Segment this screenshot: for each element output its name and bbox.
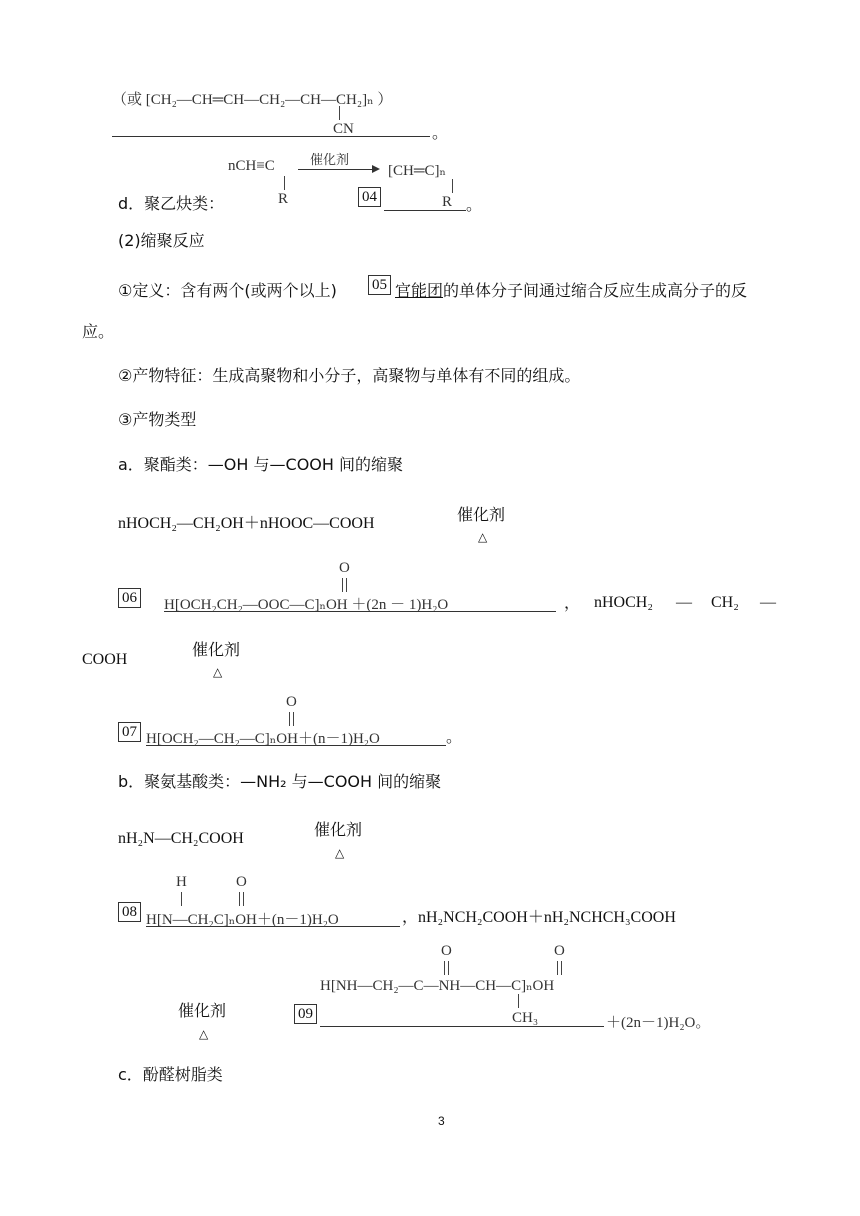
bond-line — [339, 106, 340, 120]
answer-functional-group: 官能团 — [395, 281, 444, 300]
definition-prefix: ①定义：含有两个(或两个以上) — [118, 281, 337, 300]
polyester-product-1: H[OCH₂CH₂—OOC—C]ₙOH ＋(2n － 1)H₂O — [164, 597, 449, 613]
amide-h: H — [176, 874, 187, 890]
polyamide-eq2-left: ，nH₂NCH₂COOH＋nH₂NCHCH₃COOH — [402, 909, 676, 926]
dipeptide-product: H[NH—CH₂—C—NH—CH—C]ₙOH — [320, 978, 555, 994]
polyester-eq2-left-a: nHOCH₂ — [594, 594, 653, 611]
polyester-eq2-left-b: CH₂ — [711, 594, 739, 611]
answer-box-09: 09 — [294, 1004, 317, 1024]
substituent-cn: CN — [333, 121, 354, 137]
answer-box-05: 05 — [368, 275, 391, 295]
bond-line — [284, 176, 285, 190]
polyacetylene-product: [CH═C]ₙ — [388, 163, 446, 179]
answer-box-08: 08 — [118, 902, 141, 922]
double-bond — [557, 961, 562, 975]
bond-dash: — — [676, 594, 692, 611]
water-byproduct: ＋(2n－1)H₂O。 — [606, 1015, 711, 1031]
carbonyl-o: O — [441, 943, 452, 959]
polyester-product-2: H[OCH₂—CH₂—C]ₙOH＋(n－1)H₂O — [146, 731, 380, 747]
polymer-formula-alt: （或 [CH₂—CH═CH—CH₂—CH—CH₂]ₙ ） — [112, 92, 393, 108]
catalyst-label: 催化剂 — [457, 505, 506, 524]
arrow-head-icon — [372, 165, 380, 173]
bond-line — [181, 892, 182, 906]
double-bond — [239, 892, 244, 906]
period: 。 — [446, 727, 463, 746]
answer-box-07: 07 — [118, 722, 141, 742]
polyamide-product-1: H[N—CH₂C]ₙOH＋(n－1)H₂O — [146, 912, 339, 928]
methyl-group: CH₃ — [512, 1010, 539, 1026]
double-bond — [342, 578, 347, 592]
product-types-heading: ③产物类型 — [118, 410, 197, 429]
catalyst-label: 催化剂 — [310, 152, 350, 167]
acetylene-reactant: nCH≡C — [228, 158, 275, 174]
catalyst-label: 催化剂 — [314, 820, 363, 839]
answer-box-04: 04 — [358, 187, 381, 207]
answer-underline — [384, 210, 466, 211]
period: 。 — [432, 123, 449, 142]
item-d-label: d．聚乙炔类： — [118, 194, 225, 213]
definition-suffix: 的单体分子间通过缩合反应生成高分子的反 — [443, 281, 748, 300]
comma: ， — [564, 593, 581, 612]
bond-line — [518, 994, 519, 1008]
item-b-label: b．聚氨基酸类：—NH₂ 与—COOH 间的缩聚 — [118, 772, 442, 791]
carbonyl-o: O — [554, 943, 565, 959]
catalyst-label: 催化剂 — [178, 1001, 227, 1020]
double-bond — [289, 712, 294, 726]
answer-underline — [146, 745, 446, 746]
period: 。 — [466, 195, 483, 214]
carbonyl-o: O — [339, 560, 350, 576]
heat-icon: △ — [213, 665, 223, 679]
section-heading: (2)缩聚反应 — [118, 231, 205, 250]
page-number: 3 — [438, 1114, 445, 1128]
bond-line — [452, 179, 453, 193]
bond-dash: — — [760, 594, 776, 611]
product-feature: ②产物特征：生成高聚物和小分子，高聚物与单体有不同的组成。 — [118, 366, 581, 385]
answer-underline — [112, 136, 430, 137]
carbonyl-o: O — [236, 874, 247, 890]
item-c-label: c．酚醛树脂类 — [118, 1065, 223, 1084]
reactant-r: R — [278, 191, 289, 207]
product-r: R — [442, 194, 453, 210]
definition-continued: 应。 — [82, 322, 115, 341]
item-a-label: a．聚酯类：—OH 与—COOH 间的缩聚 — [118, 455, 403, 474]
answer-box-06: 06 — [118, 588, 141, 608]
polyester-eq1-left: nHOCH₂—CH₂OH＋nHOOC—COOH — [118, 515, 375, 532]
double-bond — [444, 961, 449, 975]
heat-icon: △ — [478, 530, 488, 544]
heat-icon: △ — [199, 1027, 209, 1041]
heat-icon: △ — [335, 846, 345, 860]
polyester-eq2-left-c: COOH — [82, 651, 128, 668]
polyamide-eq1-left: nH₂N—CH₂COOH — [118, 830, 244, 847]
answer-underline — [164, 611, 556, 612]
catalyst-label: 催化剂 — [192, 640, 241, 659]
reaction-arrow — [298, 169, 374, 170]
carbonyl-o: O — [286, 694, 297, 710]
answer-underline — [320, 1026, 604, 1027]
answer-underline — [146, 926, 400, 927]
